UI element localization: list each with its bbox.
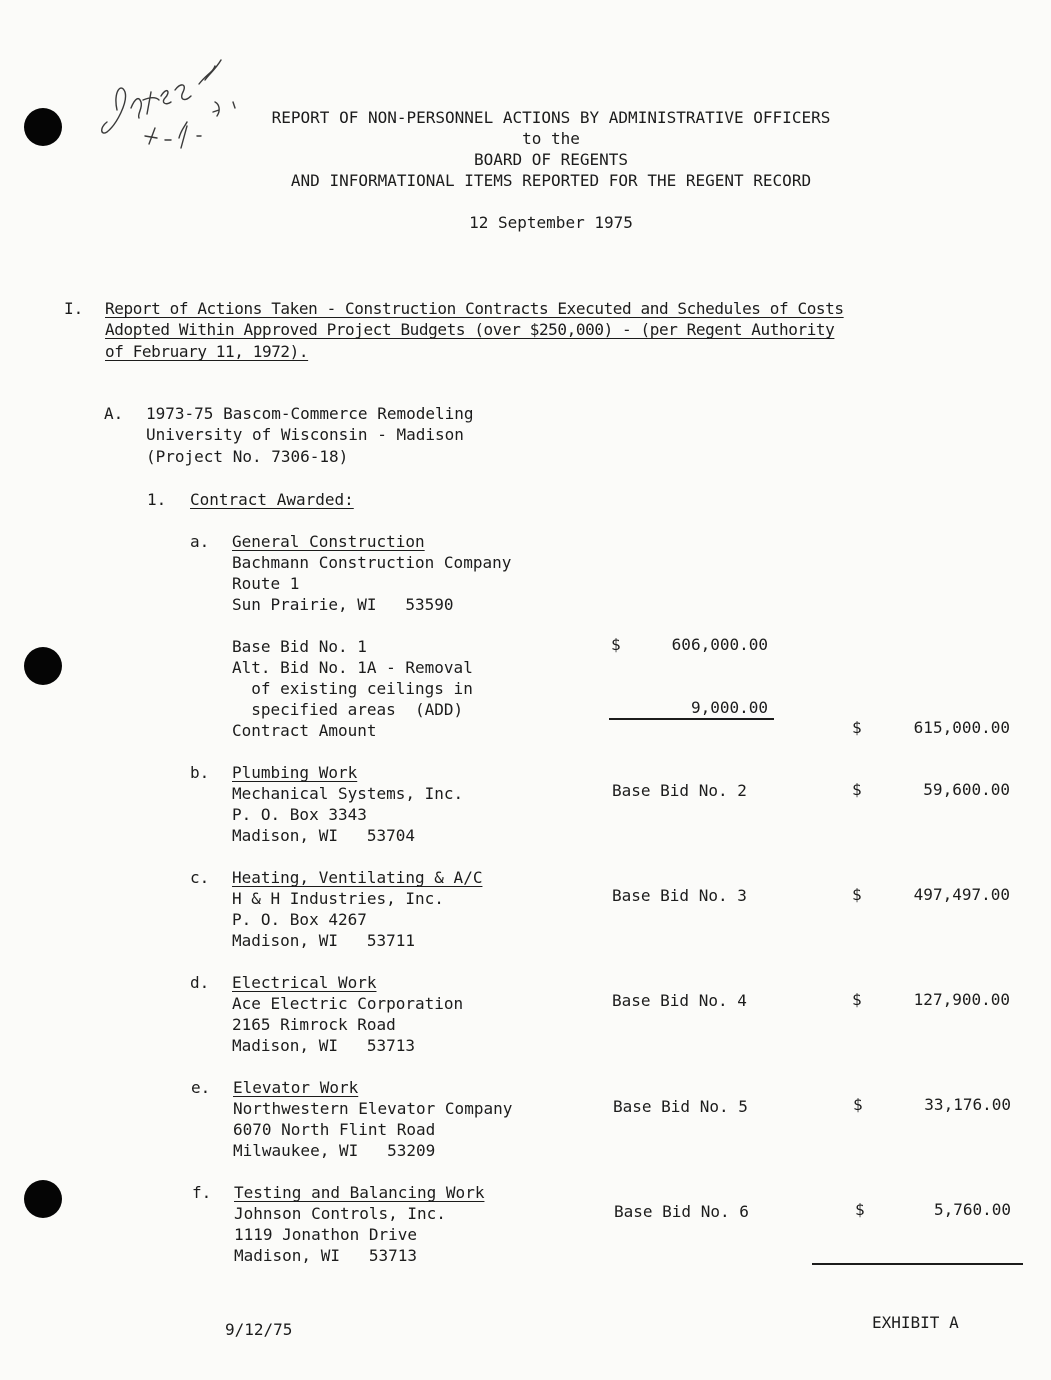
contract-e-title: Elevator Work — [233, 1078, 359, 1097]
contract-e-city: Milwaukee, WI 53209 — [233, 1141, 436, 1160]
handwritten-notation — [95, 52, 255, 167]
contract-f-amount: 5,760.00 — [933, 1200, 1011, 1219]
contract-b-address: P. O. Box 3343 — [232, 805, 367, 824]
contract-a-alt-bid-line-3: specified areas (ADD) — [232, 700, 464, 719]
contract-f-contractor: Johnson Controls, Inc. — [234, 1204, 446, 1223]
footer-date: 9/12/75 — [225, 1320, 293, 1339]
contract-a-contractor: Bachmann Construction Company — [232, 553, 512, 572]
contract-a-title: General Construction — [232, 532, 425, 551]
contract-d-letter: d. — [190, 973, 210, 992]
contract-d-address: 2165 Rimrock Road — [232, 1015, 396, 1034]
report-title: REPORT OF NON-PERSONNEL ACTIONS BY ADMINISTRATIVE OFFICERS — [271, 108, 831, 127]
contract-c-currency: $ — [852, 885, 862, 904]
contract-d-bid-label: Base Bid No. 4 — [612, 991, 747, 1010]
section-number: I. — [64, 299, 84, 318]
contract-e-address: 6070 North Flint Road — [233, 1120, 436, 1139]
contract-c-title: Heating, Ventilating & A/C — [232, 868, 483, 887]
contract-c-contractor: H & H Industries, Inc. — [232, 889, 444, 908]
report-title-board: BOARD OF REGENTS — [473, 150, 629, 169]
exhibit-label: EXHIBIT A — [872, 1313, 959, 1332]
project-name: 1973-75 Bascom-Commerce Remodeling — [146, 404, 474, 423]
contract-c-amount: 497,497.00 — [913, 885, 1010, 904]
contract-f-bid-label: Base Bid No. 6 — [614, 1202, 749, 1221]
contract-e-amount: 33,176.00 — [924, 1095, 1011, 1114]
contract-a-alt-bid-line-2: of existing ceilings in — [232, 679, 473, 698]
contract-d-amount: 127,900.00 — [913, 990, 1010, 1009]
contract-a-city: Sun Prairie, WI 53590 — [232, 595, 454, 614]
contract-f-city: Madison, WI 53713 — [234, 1246, 418, 1265]
contract-a-total-label: Contract Amount — [232, 721, 377, 740]
report-date: 12 September 1975 — [469, 213, 633, 232]
contract-c-address: P. O. Box 4267 — [232, 910, 367, 929]
contract-d-city: Madison, WI 53713 — [232, 1036, 416, 1055]
contract-b-city: Madison, WI 53704 — [232, 826, 416, 845]
punch-hole-top — [24, 108, 62, 146]
contract-d-currency: $ — [852, 990, 862, 1009]
contract-f-currency: $ — [855, 1200, 865, 1219]
contract-a-total-amount: 615,000.00 — [913, 718, 1010, 737]
contract-d-title: Electrical Work — [232, 973, 377, 992]
section-heading-line-2: Adopted Within Approved Project Budgets (over $250,000) - (per Regent Authority — [105, 320, 835, 339]
contract-b-amount: 59,600.00 — [923, 780, 1010, 799]
contract-a-bid-1-amount: 606,000.00 — [671, 635, 768, 654]
project-number: (Project No. 7306-18) — [146, 447, 349, 466]
subsection-number: 1. — [147, 490, 167, 509]
contract-f-title: Testing and Balancing Work — [234, 1183, 485, 1202]
report-title-informational: AND INFORMATIONAL ITEMS REPORTED FOR THE REGENT RECORD — [290, 171, 812, 190]
contract-d-contractor: Ace Electric Corporation — [232, 994, 464, 1013]
contract-a-total-currency: $ — [852, 718, 862, 737]
contract-e-currency: $ — [853, 1095, 863, 1114]
contract-c-city: Madison, WI 53711 — [232, 931, 416, 950]
contract-b-bid-label: Base Bid No. 2 — [612, 781, 747, 800]
punch-hole-middle — [24, 647, 62, 685]
contract-b-title: Plumbing Work — [232, 763, 358, 782]
contract-b-currency: $ — [852, 780, 862, 799]
contract-e-contractor: Northwestern Elevator Company — [233, 1099, 513, 1118]
subsection-title: Contract Awarded: — [190, 490, 354, 509]
contract-f-address: 1119 Jonathon Drive — [234, 1225, 418, 1244]
section-heading-line-1: Report of Actions Taken - Construction Contracts Executed and Schedules of Costs — [105, 299, 844, 318]
contract-e-letter: e. — [191, 1078, 211, 1097]
contract-b-contractor: Mechanical Systems, Inc. — [232, 784, 464, 803]
project-campus: University of Wisconsin - Madison — [146, 425, 464, 444]
contract-c-letter: c. — [190, 868, 210, 887]
section-heading-line-3: of February 11, 1972). — [105, 342, 309, 361]
contract-f-letter: f. — [192, 1183, 212, 1202]
contract-a-address: Route 1 — [232, 574, 300, 593]
project-letter: A. — [104, 404, 124, 423]
punch-hole-bottom — [24, 1180, 62, 1218]
contract-e-bid-label: Base Bid No. 5 — [613, 1097, 748, 1116]
contract-a-subtotal-rule — [609, 718, 774, 720]
contract-a-letter: a. — [190, 532, 210, 551]
grand-total-rule — [812, 1263, 1023, 1265]
contract-a-bid-1-label: Base Bid No. 1 — [232, 637, 367, 656]
contract-b-letter: b. — [190, 763, 210, 782]
contract-a-alt-bid-amount: 9,000.00 — [690, 698, 768, 717]
contract-a-alt-bid-line-1: Alt. Bid No. 1A - Removal — [232, 658, 473, 677]
contract-a-bid-1-currency: $ — [611, 635, 621, 654]
contract-c-bid-label: Base Bid No. 3 — [612, 886, 747, 905]
report-title-to: to the — [522, 129, 580, 148]
